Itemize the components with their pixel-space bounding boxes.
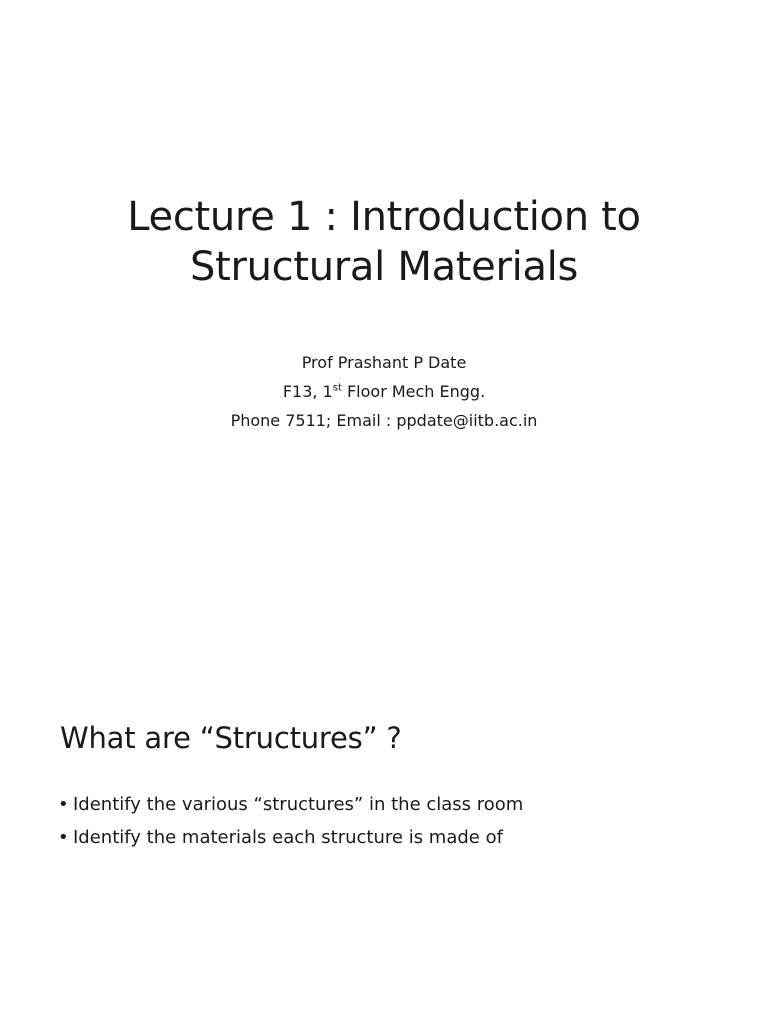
bullet-icon: • [58, 794, 69, 815]
bullet-icon: • [58, 827, 69, 848]
slide-heading: What are “Structures” ? [60, 721, 402, 755]
office-location [40, 377, 728, 406]
bullet-text: Identify the materials each structure is made of [73, 827, 503, 848]
list-item [58, 788, 523, 821]
contact-info: Phone 7511; Email : ppdate@iitb.ac.in [230, 411, 538, 430]
author-info [40, 348, 728, 435]
author-name: Prof Prashant P Date [301, 353, 467, 372]
bullet-list [58, 788, 523, 854]
lecture-title-line-2: Structural Materials [189, 244, 579, 290]
office-prefix: F13, 1 [282, 382, 333, 401]
office-suffix: Floor Mech Engg. [341, 382, 486, 401]
lecture-title [40, 192, 728, 292]
office-ordinal-suffix: st [332, 382, 342, 394]
list-item [58, 821, 523, 854]
lecture-title-line-1: Lecture 1 : Introduction to [127, 194, 641, 240]
bullet-text: Identify the various “structures” in the class room [73, 794, 524, 815]
slide-title [0, 0, 768, 432]
